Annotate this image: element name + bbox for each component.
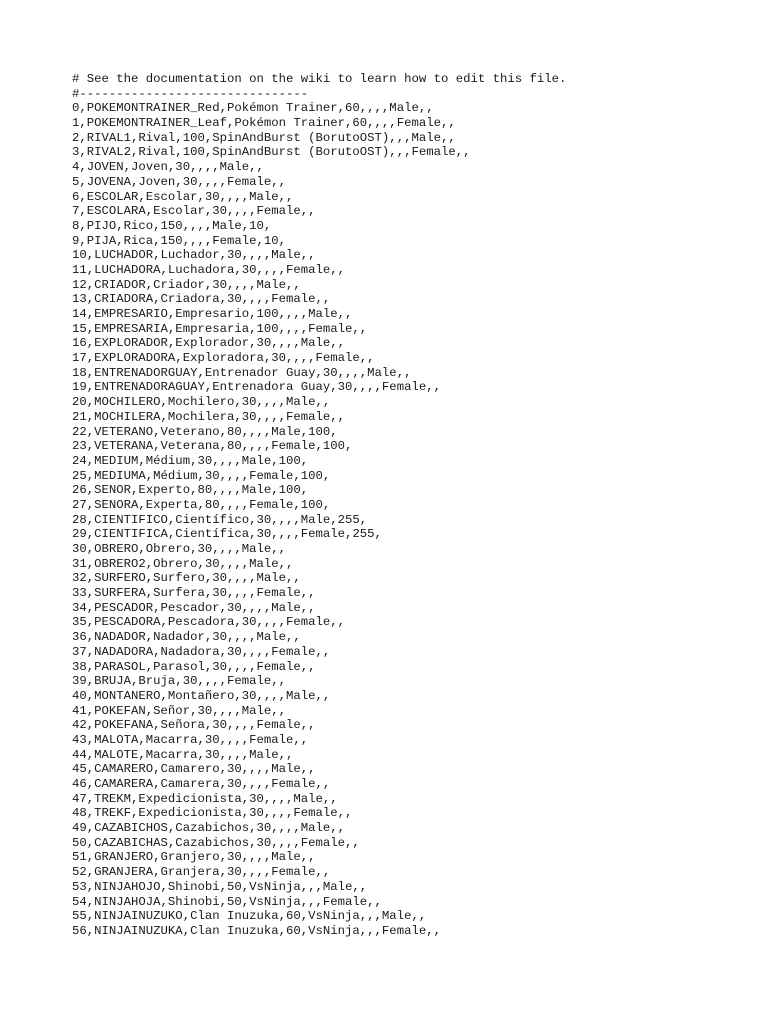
trainer-type-line: 26,SENOR,Experto,80,,,,Male,100,	[72, 483, 309, 498]
trainer-type-line: 25,MEDIUMA,Médium,30,,,,Female,100,	[72, 468, 331, 483]
trainer-type-line: 2,RIVAL1,Rival,100,SpinAndBurst (BorutoOST),,,Male,,	[72, 130, 456, 145]
trainer-type-line: 33,SURFERA,Surfera,30,,,,Female,,	[72, 586, 316, 601]
trainer-type-line: 6,ESCOLAR,Escolar,30,,,,Male,,	[72, 189, 294, 204]
trainer-type-line: 50,CAZABICHAS,Cazabichos,30,,,,Female,,	[72, 835, 360, 850]
trainer-type-line: 10,LUCHADOR,Luchador,30,,,,Male,,	[72, 248, 316, 263]
trainer-type-line: 17,EXPLORADORA,Exploradora,30,,,,Female,,	[72, 351, 375, 366]
trainer-type-line: 39,BRUJA,Bruja,30,,,,Female,,	[72, 674, 287, 689]
trainer-type-line: 23,VETERANA,Veterana,80,,,,Female,100,	[72, 439, 353, 454]
trainer-type-line: 27,SENORA,Experta,80,,,,Female,100,	[72, 497, 331, 512]
trainer-type-line: 24,MEDIUM,Médium,30,,,,Male,100,	[72, 453, 309, 468]
trainer-type-line: 21,MOCHILERA,Mochilera,30,,,,Female,,	[72, 409, 346, 424]
trainer-type-line: 46,CAMARERA,Camarera,30,,,,Female,,	[72, 777, 331, 791]
trainer-type-line: 11,LUCHADORA,Luchadora,30,,,,Female,,	[72, 262, 346, 277]
trainer-type-line: 3,RIVAL2,Rival,100,SpinAndBurst (BorutoOST),,,Female,,	[72, 145, 471, 160]
trainer-type-line: 16,EXPLORADOR,Explorador,30,,,,Male,,	[72, 336, 346, 351]
trainer-type-line: 20,MOCHILERO,Mochilero,30,,,,Male,,	[72, 395, 331, 410]
trainer-type-line: 48,TREKF,Expedicionista,30,,,,Female,,	[72, 806, 353, 821]
trainer-type-line: 0,POKEMONTRAINER_Red,Pokémon Trainer,60,,,,Male,,	[72, 101, 434, 116]
trainer-type-line: 14,EMPRESARIO,Empresario,100,,,,Male,,	[72, 307, 353, 321]
trainer-type-line: 4,JOVEN,Joven,30,,,,Male,,	[72, 160, 264, 175]
trainer-type-line: 18,ENTRENADORGUAY,Entrenador Guay,30,,,,Male,,	[72, 365, 412, 380]
trainer-type-line: 40,MONTANERO,Montañero,30,,,,Male,,	[72, 688, 331, 703]
trainer-type-line: 29,CIENTIFICA,Científica,30,,,,Female,255,	[72, 527, 382, 542]
trainer-type-line: 30,OBRERO,Obrero,30,,,,Male,,	[72, 542, 287, 556]
trainer-type-line: 36,NADADOR,Nadador,30,,,,Male,,	[72, 630, 301, 645]
trainer-type-line: 45,CAMARERO,Camarero,30,,,,Male,,	[72, 762, 316, 777]
trainer-type-line: 56,NINJAINUZUKA,Clan Inuzuka,60,VsNinja,,,Female,,	[72, 923, 441, 938]
trainer-type-line: 34,PESCADOR,Pescador,30,,,,Male,,	[72, 600, 316, 615]
trainer-type-line: 51,GRANJERO,Granjero,30,,,,Male,,	[72, 850, 316, 865]
trainer-type-line: 37,NADADORA,Nadadora,30,,,,Female,,	[72, 644, 331, 659]
trainer-type-line: 22,VETERANO,Veterano,80,,,,Male,100,	[72, 424, 338, 439]
trainer-type-line: 52,GRANJERA,Granjera,30,,,,Female,,	[72, 865, 331, 880]
trainer-type-line: 38,PARASOL,Parasol,30,,,,Female,,	[72, 659, 316, 674]
trainer-type-line: 31,OBRERO2,Obrero,30,,,,Male,,	[72, 556, 294, 571]
trainer-type-line: 15,EMPRESARIA,Empresaria,100,,,,Female,,	[72, 321, 368, 336]
separator-line: #-------------------------------	[72, 86, 309, 101]
comment-line: # See the documentation on the wiki to learn how to edit this file.	[72, 72, 567, 86]
trainer-type-line: 47,TREKM,Expedicionista,30,,,,Male,,	[72, 791, 338, 806]
trainer-type-line: 28,CIENTIFICO,Científico,30,,,,Male,255,	[72, 512, 368, 527]
trainer-type-line: 55,NINJAINUZUKO,Clan Inuzuka,60,VsNinja,,,Male,,	[72, 909, 427, 924]
trainer-type-line: 35,PESCADORA,Pescadora,30,,,,Female,,	[72, 615, 346, 630]
trainer-type-line: 32,SURFERO,Surfero,30,,,,Male,,	[72, 571, 301, 586]
document-page	[72, 72, 752, 939]
trainer-type-line: 44,MALOTE,Macarra,30,,,,Male,,	[72, 747, 294, 762]
trainer-type-line: 1,POKEMONTRAINER_Leaf,Pokémon Trainer,60,,,,Female,,	[72, 116, 456, 131]
trainer-type-line: 8,PIJO,Rico,150,,,,Male,10,	[72, 218, 272, 233]
trainer-type-line: 12,CRIADOR,Criador,30,,,,Male,,	[72, 277, 301, 292]
trainer-type-line: 41,POKEFAN,Señor,30,,,,Male,,	[72, 703, 287, 718]
trainer-type-line: 42,POKEFANA,Señora,30,,,,Female,,	[72, 718, 316, 733]
trainer-type-line: 7,ESCOLARA,Escolar,30,,,,Female,,	[72, 204, 316, 219]
trainer-type-line: 54,NINJAHOJA,Shinobi,50,VsNinja,,,Female,,	[72, 894, 382, 909]
trainer-type-line: 43,MALOTA,Macarra,30,,,,Female,,	[72, 732, 309, 747]
trainer-type-line: 53,NINJAHOJO,Shinobi,50,VsNinja,,,Male,,	[72, 879, 368, 894]
trainer-type-line: 9,PIJA,Rica,150,,,,Female,10,	[72, 233, 287, 248]
trainer-type-line: 13,CRIADORA,Criadora,30,,,,Female,,	[72, 292, 331, 307]
trainer-type-line: 5,JOVENA,Joven,30,,,,Female,,	[72, 174, 287, 189]
trainer-type-line: 19,ENTRENADORAGUAY,Entrenadora Guay,30,,,,Female,,	[72, 380, 441, 395]
trainer-type-line: 49,CAZABICHOS,Cazabichos,30,,,,Male,,	[72, 821, 346, 836]
